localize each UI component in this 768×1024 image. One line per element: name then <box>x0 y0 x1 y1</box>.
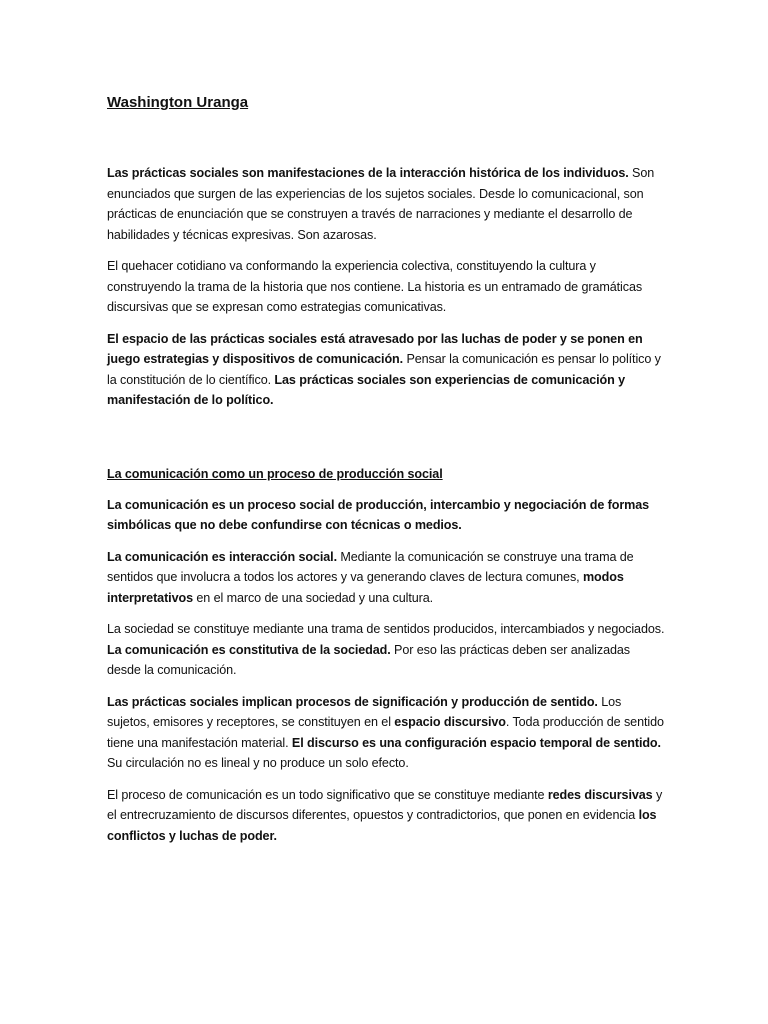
intro-section <box>107 163 665 411</box>
text-run: Por eso las prácticas deben ser analizadas desde la comunicación. <box>107 642 630 677</box>
paragraph <box>107 329 665 411</box>
bold-text-run: La comunicación es interacción social. <box>107 549 337 564</box>
text-run: Son enunciados que surgen de las experiencias de los sujetos sociales. Desde lo comunicacional, son prácticas de enunciación que se construyen a través de narraciones y mediante el desarrollo de habilidades y técnicas expresivas. Son azarosas. <box>107 166 655 242</box>
text-run: El quehacer cotidiano va conformando la experiencia colectiva, constituyendo la cultura y construyendo la trama de la historia que nos contiene. La historia es un entramado de gramáticas discursivas que se expresan como estrategias comunicativas. <box>107 259 643 314</box>
bold-text-run: Las prácticas sociales son experiencias de comunicación y manifestación de lo político. <box>107 372 626 407</box>
text-run: El proceso de comunicación es un todo significativo que se constituye mediante <box>107 787 548 802</box>
bold-text-run: Las prácticas sociales implican procesos de significación y producción de sentido. <box>107 694 598 709</box>
text-run: Pensar la comunicación es pensar lo político y la constitución de lo científico. <box>107 352 661 387</box>
paragraph <box>107 547 665 609</box>
text-run: Su circulación no es lineal y no produce un solo efecto. <box>107 756 409 770</box>
paragraph <box>107 692 665 774</box>
bold-text-run: modos interpretativos <box>107 570 624 605</box>
document-title: Washington Uranga <box>107 94 249 111</box>
text-run: y el entrecruzamiento de discursos diferentes, opuestos y contradictorios, que ponen en evidencia <box>107 787 663 822</box>
bold-text-run: Las prácticas sociales son manifestaciones de la interacción histórica de los individuos. <box>107 166 629 180</box>
bold-text-run: los conflictos y luchas de poder. <box>107 808 657 843</box>
paragraph <box>107 256 665 318</box>
bold-text-run: espacio discursivo <box>394 715 506 729</box>
bold-text-run: La comunicación es un proceso social de producción, intercambio y negociación de formas simbólicas que no debe confundirse con técnicas o medios. <box>107 497 650 532</box>
paragraph <box>107 495 665 536</box>
bold-text-run: El discurso es una configuración espacio temporal de sentido. <box>291 735 661 750</box>
text-run: La sociedad se constituye mediante una trama de sentidos producidos, intercambiados y negociados. <box>107 622 665 636</box>
communication-section <box>107 495 665 847</box>
paragraph <box>107 785 665 847</box>
paragraph <box>107 619 665 681</box>
text-run: en el marco de una sociedad y una cultura. <box>192 590 434 605</box>
text-run: Mediante la comunicación se construye una trama de sentidos que involucra a todos los actores y va generando claves de lectura comunes, <box>107 549 634 584</box>
document-content <box>107 93 665 857</box>
section-heading: La comunicación como un proceso de producción social <box>107 466 443 481</box>
text-run: . Toda producción de sentido tiene una manifestación material. <box>107 715 664 750</box>
bold-text-run: El espacio de las prácticas sociales está atravesado por las luchas de poder y se ponen en juego estrategias y dispositivos de comunicación. <box>107 331 643 366</box>
bold-text-run: La comunicación es constitutiva de la sociedad. <box>107 642 391 657</box>
text-run: Los sujetos, emisores y receptores, se constituyen en el <box>107 694 622 729</box>
bold-text-run: redes discursivas <box>547 787 653 802</box>
paragraph <box>107 163 665 245</box>
